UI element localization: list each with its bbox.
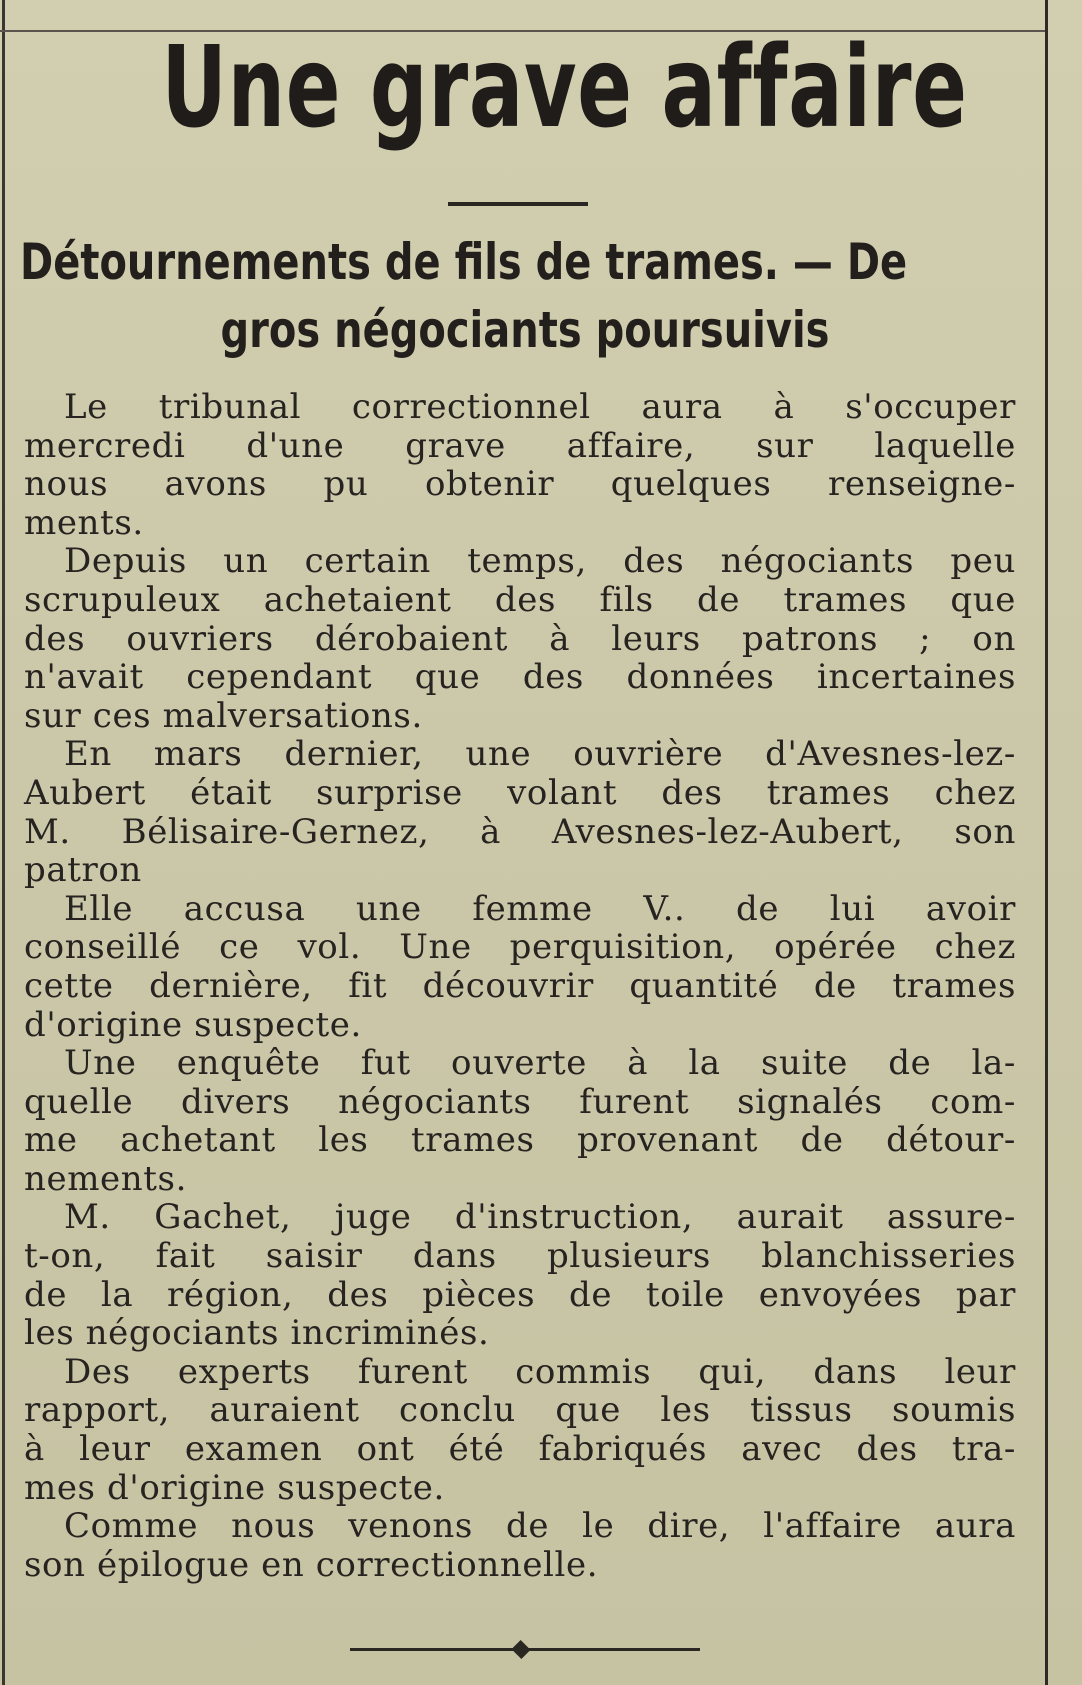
- body-line: son épilogue en correctionnelle.: [24, 1544, 599, 1585]
- body-line: Depuis un certain temps, des négociants peu: [64, 541, 1016, 582]
- body-line: mes d'origine suspecte.: [24, 1467, 445, 1508]
- body-line: sur ces malversations.: [24, 695, 423, 736]
- body-line: Une enquête fut ouverte à la suite de la-: [64, 1043, 1016, 1084]
- body-line: des ouvriers dérobaient à leurs patrons ; on: [24, 618, 1016, 659]
- body-line: de la région, des pièces de toile envoyées par: [24, 1274, 1016, 1315]
- body-line: M. Bélisaire-Gernez, à Avesnes-lez-Aubert, son: [24, 811, 1016, 852]
- subheadline-line-1: Détournements de fils de trames. — De: [20, 233, 908, 291]
- body-line: rapport, auraient conclu que les tissus soumis: [24, 1390, 1016, 1431]
- body-line: d'origine suspecte.: [24, 1004, 362, 1045]
- body-line: Aubert était surprise volant des trames chez: [24, 772, 1016, 813]
- body-line: cette dernière, fit découvrir quantité de trames: [24, 965, 1016, 1006]
- left-column-rule: [2, 0, 5, 1685]
- body-line: Comme nous venons de le dire, l'affaire aura: [64, 1506, 1016, 1547]
- body-line: nements.: [24, 1158, 187, 1199]
- body-line: ments.: [24, 502, 144, 543]
- body-line: nous avons pu obtenir quelques renseigne-: [24, 464, 1016, 505]
- body-line: les négociants incriminés.: [24, 1313, 490, 1354]
- subheadline-line-2: gros négociants poursuivis: [220, 301, 830, 359]
- body-line: quelle divers négociants furent signalés com-: [24, 1081, 1016, 1122]
- body-line: Elle accusa une femme V.. de lui avoir: [64, 888, 1016, 929]
- body-line: n'avait cependant que des données incertaines: [24, 657, 1016, 698]
- body-line: me achetant les trames provenant de détour-: [24, 1120, 1016, 1161]
- headline-divider: [448, 202, 588, 206]
- body-line: t-on, fait saisir dans plusieurs blanchisseries: [24, 1236, 1016, 1277]
- body-line: patron: [24, 850, 142, 891]
- body-line: En mars dernier, une ouvrière d'Avesnes-lez-: [64, 734, 1016, 775]
- right-column-rule: [1045, 0, 1048, 1685]
- body-line: mercredi d'une grave affaire, sur laquelle: [24, 425, 1016, 466]
- body-line: conseillé ce vol. Une perquisition, opérée chez: [24, 927, 1016, 968]
- article-end-ornament: [511, 1640, 530, 1659]
- headline: Une grave affaire: [161, 23, 968, 153]
- body-line: Des experts furent commis qui, dans leur: [64, 1351, 1016, 1392]
- body-line: M. Gachet, juge d'instruction, aurait assure-: [64, 1197, 1016, 1238]
- article-body: [24, 388, 1016, 1584]
- body-line: Le tribunal correctionnel aura à s'occuper: [64, 387, 1016, 427]
- body-line: scrupuleux achetaient des fils de trames que: [24, 579, 1016, 620]
- body-line: à leur examen ont été fabriqués avec des tra-: [24, 1429, 1016, 1470]
